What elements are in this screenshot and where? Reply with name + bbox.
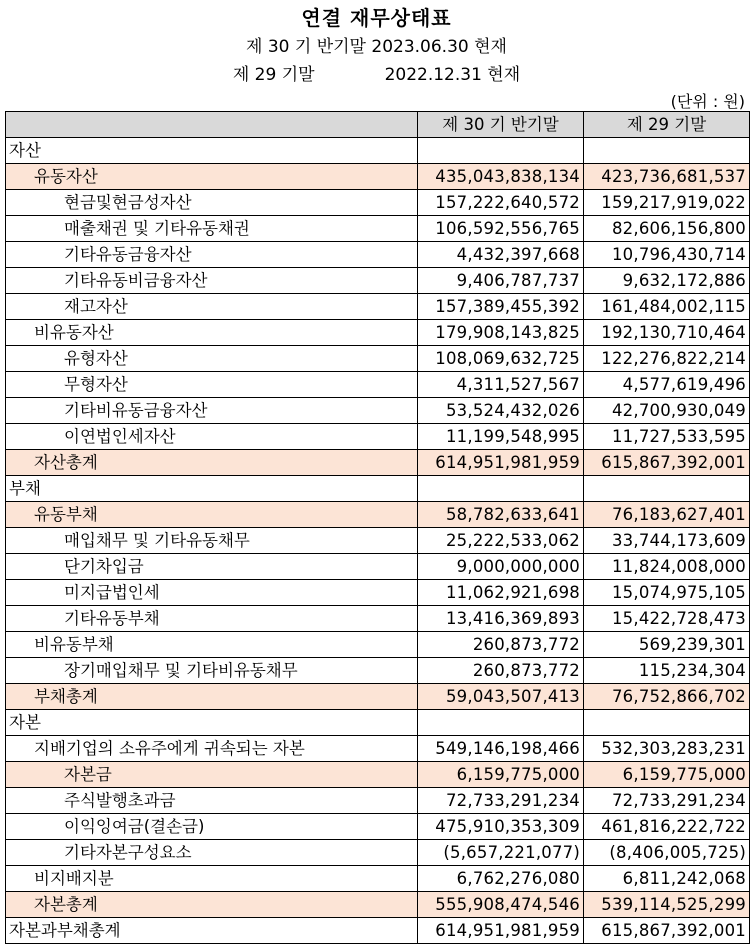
table-row bbox=[6, 216, 750, 242]
current-period-value: 435,043,838,134 bbox=[418, 164, 584, 190]
previous-period-value: 10,796,430,714 bbox=[584, 242, 750, 268]
previous-period-value: 6,811,242,068 bbox=[584, 866, 750, 892]
table-row bbox=[6, 164, 750, 190]
current-period-value: 108,069,632,725 bbox=[418, 346, 584, 372]
previous-period-value: 76,752,866,702 bbox=[584, 684, 750, 710]
table-row bbox=[6, 892, 750, 918]
current-period-value: 475,910,353,309 bbox=[418, 814, 584, 840]
account-name: 무형자산 bbox=[6, 372, 418, 398]
current-period-value: 555,908,474,546 bbox=[418, 892, 584, 918]
account-name: 지배기업의 소유주에게 귀속되는 자본 bbox=[6, 736, 418, 762]
previous-period-value: 569,239,301 bbox=[584, 632, 750, 658]
current-period-value bbox=[418, 138, 584, 164]
previous-period-value: 423,736,681,537 bbox=[584, 164, 750, 190]
account-name: 기타유동비금융자산 bbox=[6, 268, 418, 294]
previous-period-value: 615,867,392,001 bbox=[584, 918, 750, 944]
table-row bbox=[6, 372, 750, 398]
table-row bbox=[6, 710, 750, 736]
current-period-value: 6,159,775,000 bbox=[418, 762, 584, 788]
account-name: 단기차입금 bbox=[6, 554, 418, 580]
current-period-value: 58,782,633,641 bbox=[418, 502, 584, 528]
account-name: 기타유동금융자산 bbox=[6, 242, 418, 268]
table-row bbox=[6, 606, 750, 632]
current-period-value: 106,592,556,765 bbox=[418, 216, 584, 242]
previous-period-value: 461,816,222,722 bbox=[584, 814, 750, 840]
unit-label: (단위 : 원) bbox=[670, 92, 745, 111]
current-period-value: 260,873,772 bbox=[418, 632, 584, 658]
table-row bbox=[6, 788, 750, 814]
current-period-value: (5,657,221,077) bbox=[418, 840, 584, 866]
previous-period-value: 532,303,283,231 bbox=[584, 736, 750, 762]
account-name: 기타비유동금융자산 bbox=[6, 398, 418, 424]
account-name: 자본총계 bbox=[6, 892, 418, 918]
table-row bbox=[6, 294, 750, 320]
account-name: 비지배지분 bbox=[6, 866, 418, 892]
previous-period-value: 122,276,822,214 bbox=[584, 346, 750, 372]
previous-period-value: 4,577,619,496 bbox=[584, 372, 750, 398]
current-period-value: 11,199,548,995 bbox=[418, 424, 584, 450]
current-period-value: 25,222,533,062 bbox=[418, 528, 584, 554]
current-period-value: 72,733,291,234 bbox=[418, 788, 584, 814]
account-name: 자산총계 bbox=[6, 450, 418, 476]
current-period-value: 9,406,787,737 bbox=[418, 268, 584, 294]
column-header-account bbox=[6, 112, 418, 138]
previous-period-value bbox=[584, 476, 750, 502]
account-name: 자본과부채총계 bbox=[6, 918, 418, 944]
previous-period-value: 82,606,156,800 bbox=[584, 216, 750, 242]
table-row bbox=[6, 476, 750, 502]
current-period-value: 4,432,397,668 bbox=[418, 242, 584, 268]
table-row bbox=[6, 320, 750, 346]
table-row bbox=[6, 190, 750, 216]
table-row bbox=[6, 424, 750, 450]
table-row bbox=[6, 632, 750, 658]
previous-period-value: 192,130,710,464 bbox=[584, 320, 750, 346]
table-row bbox=[6, 840, 750, 866]
account-name: 비유동자산 bbox=[6, 320, 418, 346]
table-row bbox=[6, 450, 750, 476]
account-name: 이익잉여금(결손금) bbox=[6, 814, 418, 840]
previous-period-value: 161,484,002,115 bbox=[584, 294, 750, 320]
previous-period-value: 33,744,173,609 bbox=[584, 528, 750, 554]
previous-period-value: 6,159,775,000 bbox=[584, 762, 750, 788]
table-body bbox=[6, 138, 750, 944]
previous-period-value bbox=[584, 710, 750, 736]
previous-period-value: (8,406,005,725) bbox=[584, 840, 750, 866]
table-row bbox=[6, 242, 750, 268]
account-name: 매출채권 및 기타유동채권 bbox=[6, 216, 418, 242]
current-period-value: 13,416,369,893 bbox=[418, 606, 584, 632]
account-name: 자본금 bbox=[6, 762, 418, 788]
previous-period-value: 76,183,627,401 bbox=[584, 502, 750, 528]
previous-period-value: 11,727,533,595 bbox=[584, 424, 750, 450]
previous-period-date: 2022.12.31 현재 bbox=[384, 65, 521, 85]
account-name: 유동부채 bbox=[6, 502, 418, 528]
current-period-value: 614,951,981,959 bbox=[418, 918, 584, 944]
account-name: 재고자산 bbox=[6, 294, 418, 320]
account-name: 주식발행초과금 bbox=[6, 788, 418, 814]
current-period-value bbox=[418, 476, 584, 502]
account-name: 현금및현금성자산 bbox=[6, 190, 418, 216]
account-name: 매입채무 및 기타유동채무 bbox=[6, 528, 418, 554]
table-row bbox=[6, 814, 750, 840]
previous-period-value: 11,824,008,000 bbox=[584, 554, 750, 580]
current-period-value: 6,762,276,080 bbox=[418, 866, 584, 892]
previous-period-value: 15,422,728,473 bbox=[584, 606, 750, 632]
previous-period-value: 159,217,919,022 bbox=[584, 190, 750, 216]
previous-period-value: 72,733,291,234 bbox=[584, 788, 750, 814]
statement-title: 연결 재무상태표 bbox=[301, 6, 452, 30]
account-name: 부채총계 bbox=[6, 684, 418, 710]
account-name: 기타유동부채 bbox=[6, 606, 418, 632]
balance-sheet-table bbox=[5, 111, 750, 944]
previous-period-value: 615,867,392,001 bbox=[584, 450, 750, 476]
current-period-value: 4,311,527,567 bbox=[418, 372, 584, 398]
previous-period-value: 15,074,975,105 bbox=[584, 580, 750, 606]
table-row bbox=[6, 658, 750, 684]
table-row bbox=[6, 736, 750, 762]
column-header-current: 제 30 기 반기말 bbox=[418, 112, 584, 138]
table-row bbox=[6, 866, 750, 892]
account-name: 기타자본구성요소 bbox=[6, 840, 418, 866]
current-period-value: 59,043,507,413 bbox=[418, 684, 584, 710]
current-period-value bbox=[418, 710, 584, 736]
account-name: 자본 bbox=[6, 710, 418, 736]
table-header-row bbox=[6, 112, 750, 138]
previous-period-value: 42,700,930,049 bbox=[584, 398, 750, 424]
account-name: 부채 bbox=[6, 476, 418, 502]
account-name: 이연법인세자산 bbox=[6, 424, 418, 450]
table-row bbox=[6, 346, 750, 372]
table-row bbox=[6, 528, 750, 554]
current-period-value: 157,222,640,572 bbox=[418, 190, 584, 216]
current-period: 제 30 기 반기말 2023.06.30 현재 bbox=[246, 37, 507, 57]
account-name: 유동자산 bbox=[6, 164, 418, 190]
current-period-value: 260,873,772 bbox=[418, 658, 584, 684]
previous-period-value bbox=[584, 138, 750, 164]
current-period-value: 549,146,198,466 bbox=[418, 736, 584, 762]
column-header-previous: 제 29 기말 bbox=[584, 112, 750, 138]
table-row bbox=[6, 138, 750, 164]
previous-period-value: 115,234,304 bbox=[584, 658, 750, 684]
table-row bbox=[6, 502, 750, 528]
account-name: 비유동부채 bbox=[6, 632, 418, 658]
current-period-value: 11,062,921,698 bbox=[418, 580, 584, 606]
current-period-value: 53,524,432,026 bbox=[418, 398, 584, 424]
current-period-value: 614,951,981,959 bbox=[418, 450, 584, 476]
table-row bbox=[6, 554, 750, 580]
table-row bbox=[6, 268, 750, 294]
current-period-value: 179,908,143,825 bbox=[418, 320, 584, 346]
account-name: 장기매입채무 및 기타비유동채무 bbox=[6, 658, 418, 684]
table-row bbox=[6, 918, 750, 944]
previous-period bbox=[0, 60, 753, 85]
account-name: 유형자산 bbox=[6, 346, 418, 372]
account-name: 미지급법인세 bbox=[6, 580, 418, 606]
table-row bbox=[6, 398, 750, 424]
previous-period-value: 539,114,525,299 bbox=[584, 892, 750, 918]
table-row bbox=[6, 580, 750, 606]
table-row bbox=[6, 762, 750, 788]
current-period-value: 9,000,000,000 bbox=[418, 554, 584, 580]
current-period-value: 157,389,455,392 bbox=[418, 294, 584, 320]
previous-period-label: 제 29 기말 bbox=[232, 65, 315, 85]
previous-period-value: 9,632,172,886 bbox=[584, 268, 750, 294]
account-name: 자산 bbox=[6, 138, 418, 164]
table-row bbox=[6, 684, 750, 710]
